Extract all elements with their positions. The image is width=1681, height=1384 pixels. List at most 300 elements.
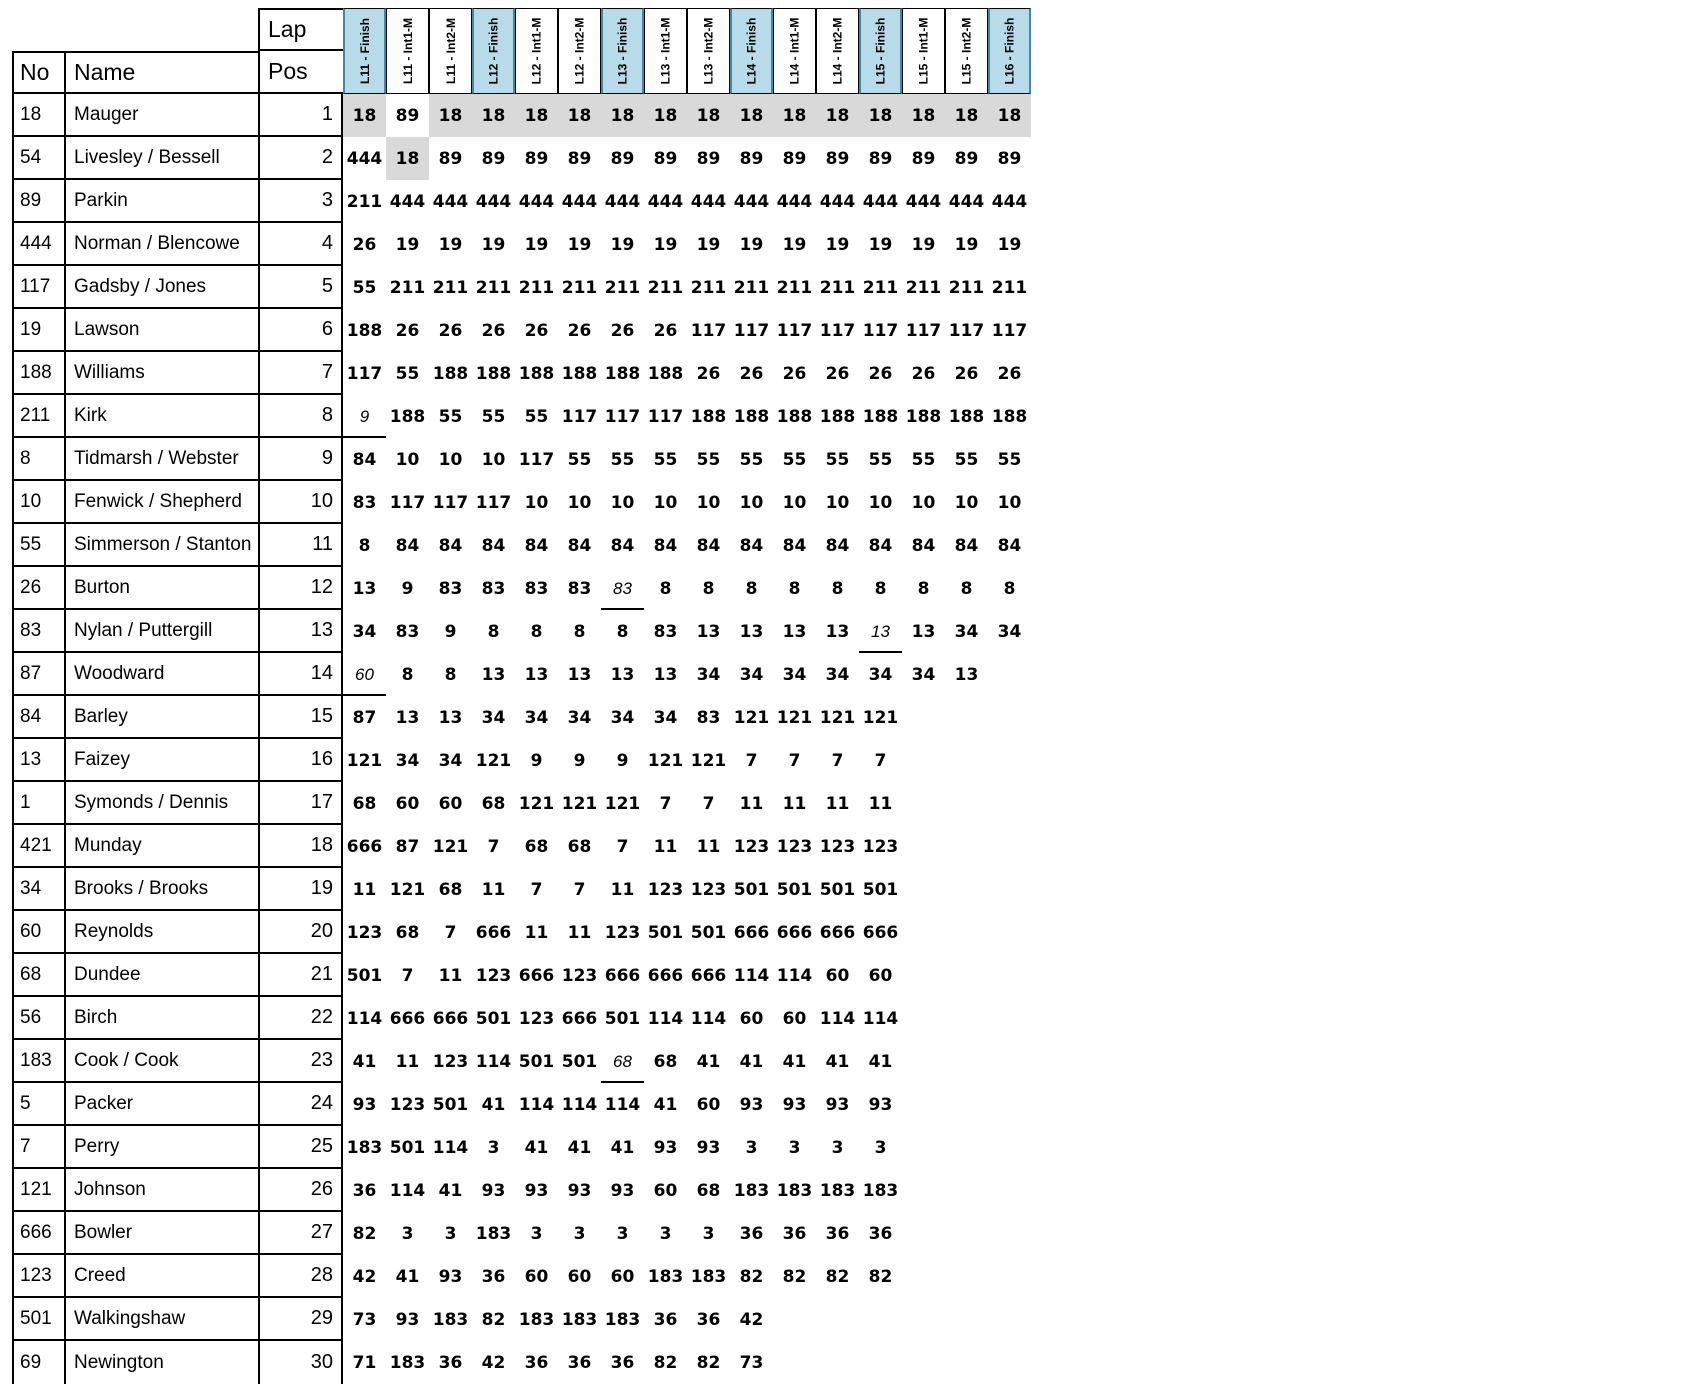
position: 9 xyxy=(258,438,343,481)
lap-position-value: 11 xyxy=(739,793,764,814)
lap-position-value: 117 xyxy=(819,320,856,341)
lap-position-value: 8 xyxy=(960,578,973,599)
lap-position-value: 41 xyxy=(438,1180,463,1201)
lap-position-value: 83 xyxy=(524,578,549,599)
lap-position-value: 82 xyxy=(825,1266,850,1287)
lap-position-value: 34 xyxy=(610,707,635,728)
lap-position-value: 93 xyxy=(825,1094,850,1115)
lap-position-value: 93 xyxy=(868,1094,893,1115)
lap-position-value: 3 xyxy=(444,1223,457,1244)
driver-number: 89 xyxy=(12,180,64,223)
lap-position-value: 84 xyxy=(481,535,506,556)
lap-position-value: 60 xyxy=(739,1008,764,1029)
lap-position-value: 18 xyxy=(868,105,893,126)
lap-position-value: 666 xyxy=(776,922,813,943)
lap-position-value: 11 xyxy=(610,879,635,900)
lap-position-value: 19 xyxy=(696,234,721,255)
driver-number: 501 xyxy=(12,1298,64,1341)
lap-position-value: 93 xyxy=(696,1137,721,1158)
lap-position-value: 18 xyxy=(653,105,678,126)
position: 19 xyxy=(258,868,343,911)
lap-position-value: 8 xyxy=(358,535,371,556)
lap-position-value: 82 xyxy=(868,1266,893,1287)
driver-name: Johnson xyxy=(64,1169,258,1212)
lap-position-value: 60 xyxy=(524,1266,549,1287)
lap-position-value: 8 xyxy=(573,621,586,642)
lap-position-value: 666 xyxy=(389,1008,426,1029)
lap-column-header[interactable] xyxy=(343,8,386,94)
lap-position-value: 34 xyxy=(653,707,678,728)
lap-position-value: 10 xyxy=(438,449,463,470)
lap-column-header[interactable] xyxy=(601,8,644,94)
lap-position-value: 36 xyxy=(610,1352,635,1373)
driver-name: Simmerson / Stanton xyxy=(64,524,258,567)
lap-position-value: 3 xyxy=(831,1137,844,1158)
driver-number: 10 xyxy=(12,481,64,524)
lap-column-header[interactable] xyxy=(988,8,1031,94)
lap-position-value: 18 xyxy=(954,105,979,126)
lap-position-value: 84 xyxy=(567,535,592,556)
lap-column-label: L15 - Int1-M xyxy=(916,17,931,85)
lap-position-value: 188 xyxy=(475,363,512,384)
lap-column-header[interactable] xyxy=(730,8,773,94)
driver-name: Burton xyxy=(64,567,258,610)
lap-position-value: 114 xyxy=(346,1008,383,1029)
lap-position-value: 18 xyxy=(911,105,936,126)
lap-position-value: 34 xyxy=(739,664,764,685)
position: 24 xyxy=(258,1083,343,1126)
lap-position-value: 34 xyxy=(954,621,979,642)
position: 5 xyxy=(258,266,343,309)
lap-position-value: 188 xyxy=(862,406,899,427)
lap-position-value: 211 xyxy=(991,277,1028,298)
lap-position-value: 121 xyxy=(389,879,426,900)
lap-position-value: 114 xyxy=(776,965,813,986)
lap-column-label: L12 - Finish xyxy=(486,17,501,85)
lap-position-value: 183 xyxy=(733,1180,770,1201)
lap-position-value: 55 xyxy=(782,449,807,470)
lap-position-value: 666 xyxy=(862,922,899,943)
lap-position-value: 666 xyxy=(432,1008,469,1029)
lap-position-value: 34 xyxy=(997,621,1022,642)
lap-position-value: 55 xyxy=(524,406,549,427)
lap-position-value: 36 xyxy=(438,1352,463,1373)
lap-position-value: 84 xyxy=(954,535,979,556)
lap-position-value: 55 xyxy=(438,406,463,427)
lap-position-value: 501 xyxy=(862,879,899,900)
lap-position-value: 117 xyxy=(389,492,426,513)
lap-position-value: 8 xyxy=(401,664,414,685)
driver-number: 34 xyxy=(12,868,64,911)
lap-position-value: 11 xyxy=(395,1051,420,1072)
lap-column-header[interactable] xyxy=(644,8,687,94)
lap-column-label: L14 - Finish xyxy=(744,17,759,85)
lap-position-value: 11 xyxy=(653,836,678,857)
lap-position-value: 501 xyxy=(776,879,813,900)
lap-position-value: 93 xyxy=(352,1094,377,1115)
lap-position-value: 114 xyxy=(432,1137,469,1158)
driver-name: Brooks / Brooks xyxy=(64,868,258,911)
lap-position-value: 211 xyxy=(862,277,899,298)
driver-number: 666 xyxy=(12,1212,64,1255)
position: 23 xyxy=(258,1040,343,1083)
lap-column-header[interactable] xyxy=(429,8,472,94)
position: 7 xyxy=(258,352,343,395)
lap-position-value: 211 xyxy=(561,277,598,298)
driver-name: Packer xyxy=(64,1083,258,1126)
lap-position-value: 84 xyxy=(524,535,549,556)
lap-position-value: 9 xyxy=(444,621,457,642)
lap-position-value: 41 xyxy=(782,1051,807,1072)
lap-position-value: 117 xyxy=(604,406,641,427)
lap-position-value: 123 xyxy=(346,922,383,943)
position: 18 xyxy=(258,825,343,868)
lap-position-value: 123 xyxy=(389,1094,426,1115)
lap-position-value: 19 xyxy=(481,234,506,255)
lap-position-value: 11 xyxy=(481,879,506,900)
lap-position-value: 26 xyxy=(567,320,592,341)
lap-position-value: 41 xyxy=(739,1051,764,1072)
lap-position-value: 82 xyxy=(653,1352,678,1373)
lap-position-value: 26 xyxy=(911,363,936,384)
lap-position-value: 89 xyxy=(696,148,721,169)
lap-position-value: 123 xyxy=(475,965,512,986)
lap-position-value: 13 xyxy=(739,621,764,642)
lap-position-value: 18 xyxy=(524,105,549,126)
lap-position-value: 444 xyxy=(518,191,555,212)
lap-position-value: 89 xyxy=(610,148,635,169)
lap-column-header[interactable] xyxy=(859,8,902,94)
lap-position-value: 7 xyxy=(745,750,758,771)
lap-position-value: 83 xyxy=(613,578,632,598)
lap-position-value: 13 xyxy=(911,621,936,642)
lap-position-value: 68 xyxy=(653,1051,678,1072)
lap-position-value: 93 xyxy=(610,1180,635,1201)
lap-position-value: 41 xyxy=(524,1137,549,1158)
lap-position-value: 26 xyxy=(825,363,850,384)
lap-column-header[interactable] xyxy=(902,8,945,94)
driver-number: 18 xyxy=(12,94,64,137)
lap-position-value: 3 xyxy=(573,1223,586,1244)
lap-position-value: 68 xyxy=(696,1180,721,1201)
driver-number: 183 xyxy=(12,1040,64,1083)
driver-name: Creed xyxy=(64,1255,258,1298)
lap-position-value: 26 xyxy=(395,320,420,341)
lap-header: Lap xyxy=(258,8,343,51)
lap-position-value: 34 xyxy=(825,664,850,685)
lap-position-value: 8 xyxy=(831,578,844,599)
lap-position-value: 18 xyxy=(739,105,764,126)
lap-position-value: 93 xyxy=(782,1094,807,1115)
lap-position-value: 82 xyxy=(481,1309,506,1330)
lap-position-value: 87 xyxy=(352,707,377,728)
lap-position-value: 60 xyxy=(567,1266,592,1287)
lap-position-value: 121 xyxy=(604,793,641,814)
lap-position-value: 188 xyxy=(948,406,985,427)
lap-position-value: 36 xyxy=(567,1352,592,1373)
lap-position-value: 60 xyxy=(782,1008,807,1029)
lap-column-label: L11 - Finish xyxy=(357,17,372,85)
lap-position-value: 68 xyxy=(481,793,506,814)
lap-column-header[interactable] xyxy=(515,8,558,94)
lap-position-value: 114 xyxy=(389,1180,426,1201)
lap-column-header[interactable] xyxy=(386,8,429,94)
lap-position-value: 41 xyxy=(395,1266,420,1287)
pos-header: Pos xyxy=(258,51,343,94)
lap-position-value: 444 xyxy=(604,191,641,212)
lap-column-header[interactable] xyxy=(558,8,601,94)
driver-name: Newington xyxy=(64,1341,258,1384)
lap-position-value: 10 xyxy=(524,492,549,513)
lap-column-label: L11 - Int2-M xyxy=(443,17,458,85)
lap-position-value: 211 xyxy=(475,277,512,298)
driver-number: 54 xyxy=(12,137,64,180)
lap-position-value: 114 xyxy=(733,965,770,986)
lap-position-value: 123 xyxy=(561,965,598,986)
lap-position-value: 114 xyxy=(475,1051,512,1072)
lap-position-value: 41 xyxy=(868,1051,893,1072)
lap-column-label: L14 - Int2-M xyxy=(830,17,845,85)
lap-position-value: 34 xyxy=(352,621,377,642)
lap-position-value: 41 xyxy=(696,1051,721,1072)
lap-position-value: 444 xyxy=(991,191,1028,212)
lap-column-header[interactable] xyxy=(816,8,859,94)
lap-column-label: L11 - Int1-M xyxy=(400,17,415,85)
lap-position-value: 211 xyxy=(604,277,641,298)
lap-position-value: 89 xyxy=(825,148,850,169)
lap-column-label: L15 - Int2-M xyxy=(959,17,974,85)
driver-number: 56 xyxy=(12,997,64,1040)
lap-position-value: 8 xyxy=(745,578,758,599)
lap-position-value: 9 xyxy=(359,406,370,426)
position: 12 xyxy=(258,567,343,610)
driver-number: 26 xyxy=(12,567,64,610)
driver-name: Munday xyxy=(64,825,258,868)
lap-position-value: 60 xyxy=(610,1266,635,1287)
lap-position-value: 8 xyxy=(1003,578,1016,599)
driver-name: Williams xyxy=(64,352,258,395)
lap-position-value: 84 xyxy=(997,535,1022,556)
lap-position-value: 3 xyxy=(659,1223,672,1244)
lap-position-value: 211 xyxy=(819,277,856,298)
lap-position-value: 211 xyxy=(690,277,727,298)
lap-position-value: 666 xyxy=(604,965,641,986)
lap-position-value: 13 xyxy=(954,664,979,685)
lap-position-value: 123 xyxy=(776,836,813,857)
position: 8 xyxy=(258,395,343,438)
lap-position-value: 34 xyxy=(696,664,721,685)
position: 3 xyxy=(258,180,343,223)
lap-column-label: L14 - Int1-M xyxy=(787,17,802,85)
lap-position-value: 19 xyxy=(610,234,635,255)
lap-position-value: 123 xyxy=(647,879,684,900)
position: 2 xyxy=(258,137,343,180)
lap-column-header[interactable] xyxy=(945,8,988,94)
lap-position-value: 188 xyxy=(819,406,856,427)
lap-position-value: 10 xyxy=(868,492,893,513)
lap-position-value: 83 xyxy=(352,492,377,513)
lap-position-value: 18 xyxy=(696,105,721,126)
lap-position-value: 121 xyxy=(518,793,555,814)
lap-position-value: 68 xyxy=(395,922,420,943)
driver-name: Mauger xyxy=(64,94,258,137)
lap-position-value: 666 xyxy=(561,1008,598,1029)
driver-number: 7 xyxy=(12,1126,64,1169)
lap-position-value: 26 xyxy=(739,363,764,384)
lap-position-value: 444 xyxy=(690,191,727,212)
lap-column-header[interactable] xyxy=(472,8,515,94)
lap-position-value: 183 xyxy=(389,1352,426,1373)
driver-number: 83 xyxy=(12,610,64,653)
lap-position-value: 121 xyxy=(475,750,512,771)
lap-position-value: 121 xyxy=(647,750,684,771)
lap-position-value: 19 xyxy=(868,234,893,255)
lap-position-value: 55 xyxy=(911,449,936,470)
lap-position-value: 10 xyxy=(954,492,979,513)
lap-position-value: 18 xyxy=(997,105,1022,126)
lap-position-value: 84 xyxy=(739,535,764,556)
lap-position-value: 188 xyxy=(518,363,555,384)
lap-position-value: 8 xyxy=(487,621,500,642)
driver-number: 1 xyxy=(12,782,64,825)
lap-position-value: 83 xyxy=(438,578,463,599)
lap-position-value: 55 xyxy=(610,449,635,470)
lap-position-value: 501 xyxy=(561,1051,598,1072)
position: 10 xyxy=(258,481,343,524)
lap-position-value: 11 xyxy=(782,793,807,814)
lap-position-value: 68 xyxy=(524,836,549,857)
lap-position-value: 36 xyxy=(739,1223,764,1244)
lap-position-value: 68 xyxy=(352,793,377,814)
position: 13 xyxy=(258,610,343,653)
lap-position-value: 34 xyxy=(782,664,807,685)
driver-number: 444 xyxy=(12,223,64,266)
position: 17 xyxy=(258,782,343,825)
lap-position-value: 8 xyxy=(444,664,457,685)
lap-position-value: 3 xyxy=(745,1137,758,1158)
lap-position-value: 7 xyxy=(702,793,715,814)
driver-name: Gadsby / Jones xyxy=(64,266,258,309)
lap-position-value: 117 xyxy=(991,320,1028,341)
driver-name: Cook / Cook xyxy=(64,1040,258,1083)
driver-name: Woodward xyxy=(64,653,258,696)
lap-position-value: 84 xyxy=(868,535,893,556)
lap-position-value: 444 xyxy=(389,191,426,212)
lap-position-value: 60 xyxy=(355,664,374,684)
lap-position-value: 18 xyxy=(782,105,807,126)
lap-position-value: 8 xyxy=(659,578,672,599)
lap-position-value: 13 xyxy=(825,621,850,642)
lap-position-value: 82 xyxy=(696,1352,721,1373)
lap-position-value: 84 xyxy=(395,535,420,556)
lap-position-value: 188 xyxy=(776,406,813,427)
name-header: Name xyxy=(64,51,258,94)
lap-column-label: L13 - Int1-M xyxy=(658,17,673,85)
lap-position-value: 26 xyxy=(481,320,506,341)
lap-position-value: 7 xyxy=(616,836,629,857)
lap-position-value: 444 xyxy=(862,191,899,212)
lap-position-value: 13 xyxy=(653,664,678,685)
lap-position-value: 11 xyxy=(438,965,463,986)
lap-position-value: 19 xyxy=(524,234,549,255)
lap-position-value: 19 xyxy=(954,234,979,255)
lap-position-value: 13 xyxy=(871,621,890,641)
lap-position-value: 188 xyxy=(561,363,598,384)
driver-number: 8 xyxy=(12,438,64,481)
lap-position-value: 84 xyxy=(782,535,807,556)
lap-position-value: 83 xyxy=(653,621,678,642)
lap-position-value: 7 xyxy=(487,836,500,857)
position: 26 xyxy=(258,1169,343,1212)
lap-position-value: 41 xyxy=(481,1094,506,1115)
lap-column-header[interactable] xyxy=(687,8,730,94)
lap-position-value: 55 xyxy=(739,449,764,470)
lap-position-value: 10 xyxy=(610,492,635,513)
lap-position-value: 18 xyxy=(438,105,463,126)
lap-position-value: 89 xyxy=(782,148,807,169)
lap-position-value: 123 xyxy=(604,922,641,943)
lap-position-value: 444 xyxy=(733,191,770,212)
position: 28 xyxy=(258,1255,343,1298)
lap-position-value: 13 xyxy=(567,664,592,685)
lap-position-value: 26 xyxy=(352,234,377,255)
lap-position-value: 117 xyxy=(905,320,942,341)
driver-number: 13 xyxy=(12,739,64,782)
lap-position-value: 10 xyxy=(567,492,592,513)
lap-position-value: 84 xyxy=(610,535,635,556)
lap-position-value: 11 xyxy=(825,793,850,814)
lap-position-value: 55 xyxy=(868,449,893,470)
driver-name: Tidmarsh / Webster xyxy=(64,438,258,481)
lap-position-value: 13 xyxy=(524,664,549,685)
lap-position-value: 83 xyxy=(481,578,506,599)
lap-position-value: 84 xyxy=(696,535,721,556)
lap-position-value: 68 xyxy=(438,879,463,900)
lap-position-value: 36 xyxy=(696,1309,721,1330)
lap-position-value: 34 xyxy=(395,750,420,771)
lap-position-value: 83 xyxy=(395,621,420,642)
lap-position-value: 3 xyxy=(788,1137,801,1158)
lap-column-label: L16 - Finish xyxy=(1002,17,1017,85)
lap-position-value: 18 xyxy=(610,105,635,126)
lap-position-value: 123 xyxy=(518,1008,555,1029)
lap-position-value: 183 xyxy=(604,1309,641,1330)
lap-position-value: 444 xyxy=(647,191,684,212)
lap-position-value: 93 xyxy=(567,1180,592,1201)
lap-position-value: 211 xyxy=(733,277,770,298)
driver-name: Walkingshaw xyxy=(64,1298,258,1341)
lap-position-value: 3 xyxy=(530,1223,543,1244)
lap-position-value: 60 xyxy=(395,793,420,814)
lap-position-value: 188 xyxy=(905,406,942,427)
lap-position-value: 60 xyxy=(868,965,893,986)
lap-position-value: 26 xyxy=(782,363,807,384)
lap-position-value: 82 xyxy=(352,1223,377,1244)
driver-number: 421 xyxy=(12,825,64,868)
lap-position-value: 10 xyxy=(653,492,678,513)
lap-position-value: 19 xyxy=(395,234,420,255)
driver-number: 211 xyxy=(12,395,64,438)
lap-position-value: 121 xyxy=(561,793,598,814)
lap-position-value: 117 xyxy=(561,406,598,427)
lap-position-value: 183 xyxy=(647,1266,684,1287)
lap-position-value: 19 xyxy=(825,234,850,255)
lap-position-value: 7 xyxy=(573,879,586,900)
lap-position-value: 89 xyxy=(868,148,893,169)
lap-position-value: 9 xyxy=(616,750,629,771)
lap-column-header[interactable] xyxy=(773,8,816,94)
lap-position-value: 26 xyxy=(653,320,678,341)
